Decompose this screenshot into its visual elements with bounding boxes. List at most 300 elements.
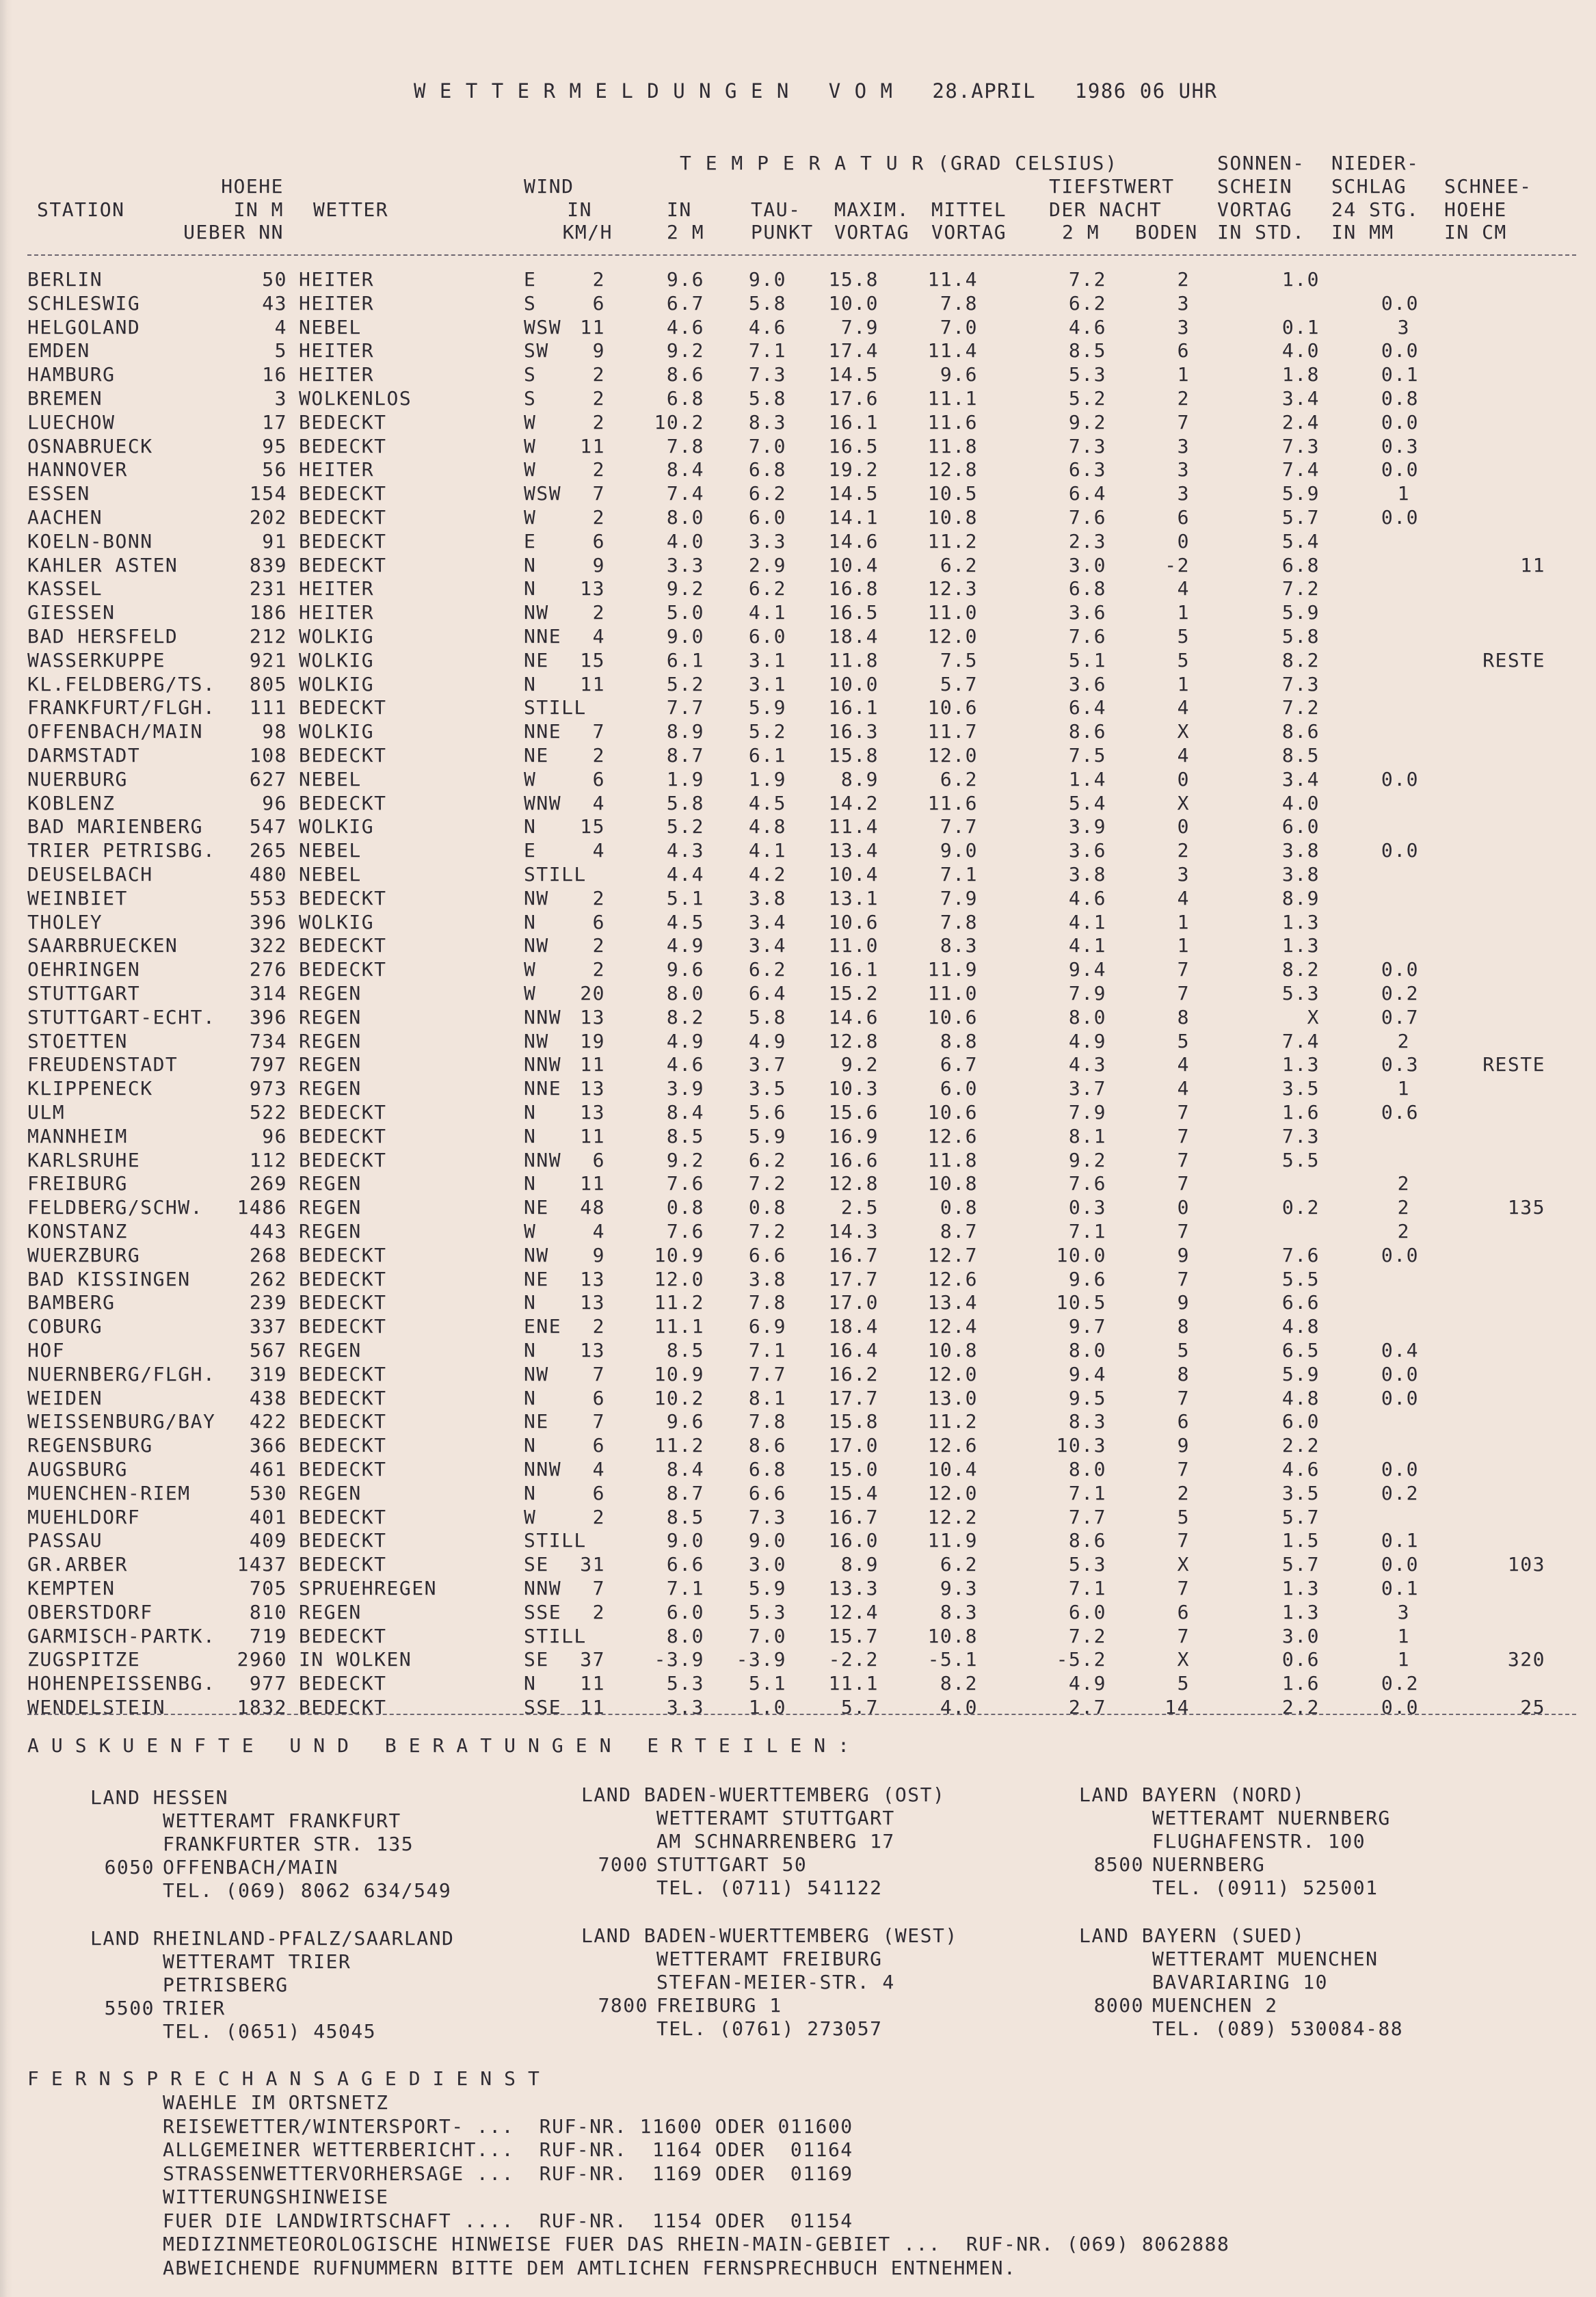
cell-temp-2m: 8.0 (666, 506, 704, 529)
cell-temp-2m: 8.4 (666, 1458, 704, 1481)
cell-wind-dir: W (524, 410, 537, 434)
cell-tiefst-2m: 6.3 (1068, 458, 1106, 481)
cell-maxim: -2.2 (828, 1648, 879, 1671)
office-land: LAND BAYERN (NORD) (1079, 1783, 1305, 1806)
header-nieder-1: NIEDER- (1331, 152, 1420, 174)
office-tel: TEL. (0911) 525001 (1152, 1876, 1379, 1899)
cell-taupunkt: 3.1 (748, 648, 786, 672)
cell-mittel: 12.0 (927, 1362, 978, 1385)
header-divider (27, 254, 1576, 256)
cell-tiefst-2m: 6.4 (1068, 482, 1106, 505)
cell-nieder: 0.0 (1381, 458, 1419, 481)
cell-hoehe: 98 (262, 720, 287, 743)
cell-sonne: X (1307, 1005, 1320, 1028)
cell-station: KARLSRUHE (27, 1148, 141, 1171)
cell-wind-dir: NNW (524, 1053, 562, 1076)
cell-tiefst-2m: 6.8 (1068, 577, 1106, 600)
cell-maxim: 13.3 (828, 1577, 879, 1599)
cell-boden: X (1177, 720, 1190, 743)
cell-mittel: 11.7 (927, 720, 978, 743)
cell-wetter: HEITER (299, 339, 375, 362)
cell-temp-2m: 9.2 (666, 1148, 704, 1171)
cell-nieder: 0.0 (1381, 339, 1419, 362)
cell-sonne: 7.3 (1281, 434, 1320, 457)
cell-wetter: HEITER (299, 458, 375, 481)
cell-tiefst-2m: 7.9 (1068, 1101, 1106, 1124)
cell-wind-speed: 15 (580, 815, 605, 838)
cell-taupunkt: 5.6 (748, 1101, 786, 1124)
cell-wind-speed: 2 (592, 1600, 605, 1623)
cell-wind-dir: N (524, 815, 537, 838)
cell-wetter: SPRUEHREGEN (299, 1577, 437, 1599)
cell-hoehe: 212 (249, 625, 287, 648)
cell-maxim: 17.7 (828, 1386, 879, 1409)
cell-taupunkt: 4.6 (748, 315, 786, 338)
cell-mittel: 6.0 (940, 1077, 978, 1100)
cell-sonne: 8.6 (1281, 720, 1320, 743)
cell-maxim: 17.0 (828, 1434, 879, 1457)
cell-sonne: 5.4 (1281, 529, 1320, 553)
cell-wetter: WOLKIG (299, 672, 375, 695)
cell-temp-2m: 8.5 (666, 1124, 704, 1147)
office-amt: WETTERAMT MUENCHEN (1152, 1948, 1379, 1970)
office-tel: TEL. (089) 530084-88 (1152, 2017, 1404, 2040)
cell-hoehe: 269 (249, 1172, 287, 1195)
cell-taupunkt: 5.8 (748, 387, 786, 410)
cell-taupunkt: 7.0 (748, 1624, 786, 1647)
cell-wind-speed: 2 (592, 934, 605, 957)
cell-maxim: 15.8 (828, 1410, 879, 1433)
office-tel: TEL. (0711) 541122 (656, 1876, 883, 1899)
cell-wind-dir: NW (524, 886, 549, 909)
cell-boden: 9 (1177, 1434, 1190, 1457)
cell-mittel: 12.6 (927, 1124, 978, 1147)
office-city: MUENCHEN 2 (1152, 1994, 1278, 2017)
cell-mittel: 9.0 (940, 839, 978, 862)
cell-wetter: NEBEL (299, 767, 362, 791)
cell-tiefst-2m: -5.2 (1056, 1648, 1106, 1671)
office-plz: 6050 (104, 1856, 155, 1878)
cell-maxim: 14.6 (828, 1005, 879, 1028)
page-binding-edge (0, 0, 12, 2297)
cell-hoehe: 1832 (237, 1696, 287, 1718)
cell-temp-2m: 8.0 (666, 982, 704, 1005)
cell-temp-2m: 7.1 (666, 1577, 704, 1599)
cell-wind-speed: 7 (592, 1577, 605, 1599)
cell-temp-2m: 3.3 (666, 1696, 704, 1718)
cell-taupunkt: 3.4 (748, 910, 786, 933)
cell-hoehe: 422 (249, 1410, 287, 1433)
cell-temp-2m: 9.6 (666, 958, 704, 981)
phone-service-line: FUER DIE LANDWIRTSCHAFT .... RUF-NR. 1154 ODER 01154 (163, 2209, 853, 2232)
cell-hoehe: 262 (249, 1267, 287, 1290)
cell-sonne: 1.3 (1281, 1600, 1320, 1623)
cell-temp-2m: 6.0 (666, 1600, 704, 1623)
cell-sonne: 5.5 (1281, 1267, 1320, 1290)
cell-nieder: 1 (1397, 482, 1410, 505)
cell-sonne: 1.6 (1281, 1101, 1320, 1124)
cell-temp-2m: 6.6 (666, 1553, 704, 1576)
header-tiefst-2m: 2 M (1062, 221, 1100, 243)
header-station: STATION (37, 198, 125, 221)
cell-mittel: 8.7 (940, 1220, 978, 1243)
cell-hoehe: 95 (262, 434, 287, 457)
cell-hoehe: 461 (249, 1458, 287, 1481)
cell-hoehe: 96 (262, 791, 287, 814)
cell-wind-speed: 2 (592, 1505, 605, 1528)
cell-wind-dir: S (524, 363, 537, 386)
office-plz: 7800 (598, 1994, 648, 2017)
cell-wind-dir: N (524, 672, 537, 695)
cell-wind-speed: 6 (592, 529, 605, 553)
cell-sonne: 3.8 (1281, 863, 1320, 886)
cell-boden: 7 (1177, 1101, 1190, 1124)
cell-taupunkt: 6.6 (748, 1243, 786, 1266)
cell-wind-speed: 20 (580, 982, 605, 1005)
cell-tiefst-2m: 3.0 (1068, 553, 1106, 576)
cell-wetter: BEDECKT (299, 434, 387, 457)
cell-wind-dir: SW (524, 339, 549, 362)
cell-boden: 5 (1177, 625, 1190, 648)
cell-sonne: 3.5 (1281, 1481, 1320, 1504)
cell-taupunkt: 6.8 (748, 458, 786, 481)
cell-taupunkt: 3.8 (748, 886, 786, 909)
cell-maxim: 16.5 (828, 601, 879, 624)
cell-station: BREMEN (27, 387, 103, 410)
cell-station: KOBLENZ (27, 791, 116, 814)
cell-wind-dir: STILL (524, 1624, 587, 1647)
cell-sonne: 5.3 (1281, 982, 1320, 1005)
cell-station: WUERZBURG (27, 1243, 141, 1266)
cell-wetter: BEDECKT (299, 1553, 387, 1576)
cell-hoehe: 112 (249, 1148, 287, 1171)
office-plz: 7000 (598, 1853, 648, 1876)
cell-sonne: 1.6 (1281, 1672, 1320, 1695)
cell-temp-2m: 6.7 (666, 291, 704, 315)
cell-temp-2m: 11.1 (654, 1315, 704, 1338)
cell-wetter: REGEN (299, 982, 362, 1005)
cell-station: MANNHEIM (27, 1124, 128, 1147)
cell-mittel: -5.1 (927, 1648, 978, 1671)
cell-wind-dir: SE (524, 1553, 549, 1576)
cell-mittel: 11.8 (927, 1148, 978, 1171)
cell-sonne: 0.1 (1281, 315, 1320, 338)
cell-maxim: 13.1 (828, 886, 879, 909)
cell-wetter: NEBEL (299, 839, 362, 862)
cell-mittel: 6.7 (940, 1053, 978, 1076)
cell-wind-dir: W (524, 958, 537, 981)
cell-wetter: WOLKIG (299, 815, 375, 838)
cell-sonne: 3.4 (1281, 767, 1320, 791)
cell-nieder: 0.0 (1381, 767, 1419, 791)
cell-boden: 7 (1177, 410, 1190, 434)
cell-mittel: 10.8 (927, 506, 978, 529)
header-sonne-1: SONNEN- (1217, 152, 1305, 174)
cell-hoehe: 805 (249, 672, 287, 695)
cell-boden: 7 (1177, 1124, 1190, 1147)
cell-wind-dir: E (524, 839, 537, 862)
cell-temp-2m: 8.2 (666, 1005, 704, 1028)
header-boden: BODEN (1135, 221, 1198, 243)
cell-maxim: 15.8 (828, 744, 879, 767)
cell-station: STUTTGART (27, 982, 141, 1005)
cell-station: FREUDENSTADT (27, 1053, 178, 1076)
cell-boden: 7 (1177, 1267, 1190, 1290)
cell-hoehe: 409 (249, 1529, 287, 1552)
cell-wind-speed: 2 (592, 506, 605, 529)
cell-hoehe: 43 (262, 291, 287, 315)
cell-tiefst-2m: 10.3 (1056, 1434, 1106, 1457)
cell-boden: 7 (1177, 1624, 1190, 1647)
cell-maxim: 16.2 (828, 1362, 879, 1385)
cell-mittel: 11.6 (927, 791, 978, 814)
cell-wetter: BEDECKT (299, 1267, 387, 1290)
cell-wetter: BEDECKT (299, 1124, 387, 1147)
cell-tiefst-2m: 1.4 (1068, 767, 1106, 791)
office-street: FLUGHAFENSTR. 100 (1152, 1830, 1366, 1853)
office-amt: WETTERAMT FRANKFURT (163, 1809, 401, 1832)
cell-wetter: WOLKENLOS (299, 387, 412, 410)
cell-tiefst-2m: 6.2 (1068, 291, 1106, 315)
cell-sonne: 1.0 (1281, 268, 1320, 291)
office-land: LAND RHEINLAND-PFALZ/SAARLAND (90, 1927, 455, 1950)
cell-temp-2m: 11.2 (654, 1434, 704, 1457)
cell-temp-2m: 7.6 (666, 1220, 704, 1243)
cell-taupunkt: 3.8 (748, 1267, 786, 1290)
cell-temp-2m: 4.9 (666, 1029, 704, 1052)
cell-station: KOELN-BONN (27, 529, 153, 553)
cell-mittel: 11.0 (927, 601, 978, 624)
cell-hoehe: 1437 (237, 1553, 287, 1576)
header-maxim-1: MAXIM. (834, 198, 910, 221)
cell-sonne: 7.2 (1281, 696, 1320, 719)
cell-tiefst-2m: 7.1 (1068, 1577, 1106, 1599)
cell-sonne: 1.5 (1281, 1529, 1320, 1552)
cell-station: ULM (27, 1101, 66, 1124)
cell-schnee: 135 (1507, 1196, 1545, 1219)
cell-mittel: 6.2 (940, 1553, 978, 1576)
cell-boden: 9 (1177, 1243, 1190, 1266)
cell-station: BERLIN (27, 268, 103, 291)
cell-wind-dir: N (524, 1672, 537, 1695)
cell-maxim: 16.6 (828, 1148, 879, 1171)
cell-wetter: BEDECKT (299, 1315, 387, 1338)
cell-wetter: BEDECKT (299, 1529, 387, 1552)
cell-maxim: 18.4 (828, 1315, 879, 1338)
office-amt: WETTERAMT FREIBURG (656, 1948, 883, 1970)
cell-mittel: 13.0 (927, 1386, 978, 1409)
cell-maxim: 16.1 (828, 696, 879, 719)
cell-wind-dir: S (524, 291, 537, 315)
cell-station: FRANKFURT/FLGH. (27, 696, 216, 719)
cell-sonne: 7.4 (1281, 458, 1320, 481)
cell-temp-2m: 6.1 (666, 648, 704, 672)
cell-tiefst-2m: 5.3 (1068, 363, 1106, 386)
cell-wetter: REGEN (299, 1339, 362, 1362)
cell-sonne: 3.0 (1281, 1624, 1320, 1647)
cell-boden: 3 (1177, 291, 1190, 315)
office-plz: 8500 (1093, 1853, 1144, 1876)
cell-taupunkt: 6.2 (748, 958, 786, 981)
report-title: W E T T E R M E L D U N G E N V O M 28.APRIL 1986 06 UHR (414, 79, 1218, 103)
cell-mittel: 0.8 (940, 1196, 978, 1219)
cell-wind-speed: 15 (580, 648, 605, 672)
cell-mittel: 9.6 (940, 363, 978, 386)
header-wind-1: WIND (524, 175, 574, 198)
cell-taupunkt: 3.7 (748, 1053, 786, 1076)
cell-tiefst-2m: 7.6 (1068, 1172, 1106, 1195)
cell-station: KONSTANZ (27, 1220, 128, 1243)
cell-boden: 6 (1177, 1410, 1190, 1433)
cell-maxim: 16.4 (828, 1339, 879, 1362)
cell-wind-dir: NNW (524, 1577, 562, 1599)
header-in2m-2: 2 M (667, 221, 705, 243)
cell-wind-speed: 9 (592, 339, 605, 362)
cell-taupunkt: 8.6 (748, 1434, 786, 1457)
cell-wind-speed: 4 (592, 1458, 605, 1481)
cell-temp-2m: 6.8 (666, 387, 704, 410)
cell-station: SAARBRUECKEN (27, 934, 178, 957)
header-schnee-3: IN CM (1444, 221, 1507, 243)
cell-sonne: 1.8 (1281, 363, 1320, 386)
cell-wind-speed: 7 (592, 720, 605, 743)
cell-tiefst-2m: 9.2 (1068, 1148, 1106, 1171)
cell-boden: 5 (1177, 1339, 1190, 1362)
cell-mittel: 11.6 (927, 410, 978, 434)
cell-mittel: 8.3 (940, 1600, 978, 1623)
cell-sonne: 6.8 (1281, 553, 1320, 576)
cell-taupunkt: 3.3 (748, 529, 786, 553)
cell-mittel: 12.0 (927, 625, 978, 648)
cell-wetter: WOLKIG (299, 648, 375, 672)
office-city: FREIBURG 1 (656, 1994, 782, 2017)
cell-station: FREIBURG (27, 1172, 128, 1195)
cell-sonne: 5.9 (1281, 601, 1320, 624)
cell-temp-2m: 8.7 (666, 744, 704, 767)
cell-sonne: 5.8 (1281, 625, 1320, 648)
cell-taupunkt: 5.9 (748, 1577, 786, 1599)
cell-wind-dir: N (524, 1386, 537, 1409)
header-taupunkt-2: PUNKT (751, 221, 814, 243)
cell-taupunkt: 1.0 (748, 1696, 786, 1718)
header-mittel-2: VORTAG (931, 221, 1007, 243)
cell-maxim: 17.7 (828, 1267, 879, 1290)
cell-hoehe: 56 (262, 458, 287, 481)
cell-wind-speed: 6 (592, 1434, 605, 1457)
cell-station: PASSAU (27, 1529, 103, 1552)
cell-boden: 3 (1177, 482, 1190, 505)
cell-wind-dir: STILL (524, 1529, 587, 1552)
cell-hoehe: 480 (249, 863, 287, 886)
cell-mittel: 11.4 (927, 339, 978, 362)
cell-maxim: 14.2 (828, 791, 879, 814)
cell-boden: 2 (1177, 387, 1190, 410)
cell-wind-dir: STILL (524, 696, 587, 719)
cell-taupunkt: 3.0 (748, 1553, 786, 1576)
cell-wind-dir: NNE (524, 720, 562, 743)
cell-boden: 7 (1177, 982, 1190, 1005)
header-sonne-3: VORTAG (1217, 198, 1293, 221)
cell-maxim: 17.0 (828, 1291, 879, 1314)
cell-mittel: 12.6 (927, 1267, 978, 1290)
cell-station: WASSERKUPPE (27, 648, 165, 672)
cell-mittel: 11.9 (927, 1529, 978, 1552)
cell-boden: 5 (1177, 1029, 1190, 1052)
cell-wind-dir: NNW (524, 1148, 562, 1171)
cell-sonne: 5.9 (1281, 1362, 1320, 1385)
cell-mittel: 12.0 (927, 744, 978, 767)
cell-wind-dir: N (524, 910, 537, 933)
cell-mittel: 10.4 (927, 1458, 978, 1481)
cell-taupunkt: 8.3 (748, 410, 786, 434)
cell-wind-dir: NE (524, 1410, 549, 1433)
cell-tiefst-2m: 4.9 (1068, 1672, 1106, 1695)
cell-nieder: 2 (1397, 1220, 1410, 1243)
office-tel: TEL. (069) 8062 634/549 (163, 1879, 452, 1902)
cell-mittel: 11.8 (927, 434, 978, 457)
header-schnee-2: HOEHE (1444, 198, 1507, 221)
cell-taupunkt: 4.8 (748, 815, 786, 838)
cell-wind-speed: 4 (592, 625, 605, 648)
cell-taupunkt: 0.8 (748, 1196, 786, 1219)
cell-sonne: 1.3 (1281, 910, 1320, 933)
cell-wind-speed: 48 (580, 1196, 605, 1219)
cell-tiefst-2m: 5.1 (1068, 648, 1106, 672)
cell-nieder: 2 (1397, 1029, 1410, 1052)
cell-temp-2m: 4.6 (666, 1053, 704, 1076)
cell-boden: 3 (1177, 458, 1190, 481)
cell-maxim: 15.8 (828, 268, 879, 291)
cell-mittel: 10.8 (927, 1172, 978, 1195)
cell-boden: 5 (1177, 1672, 1190, 1695)
cell-wind-dir: NE (524, 1196, 549, 1219)
cell-taupunkt: 7.7 (748, 1362, 786, 1385)
cell-station: AUGSBURG (27, 1458, 128, 1481)
cell-mittel: 12.8 (927, 458, 978, 481)
cell-station: HANNOVER (27, 458, 128, 481)
cell-taupunkt: 5.1 (748, 1672, 786, 1695)
cell-mittel: 10.8 (927, 1339, 978, 1362)
cell-sonne: 4.8 (1281, 1315, 1320, 1338)
cell-boden: 7 (1177, 1172, 1190, 1195)
cell-tiefst-2m: 3.7 (1068, 1077, 1106, 1100)
phone-service-line: WAEHLE IM ORTSNETZ (163, 2091, 389, 2114)
cell-sonne: 3.8 (1281, 839, 1320, 862)
cell-tiefst-2m: 7.3 (1068, 434, 1106, 457)
cell-wind-speed: 6 (592, 1148, 605, 1171)
cell-tiefst-2m: 0.3 (1068, 1196, 1106, 1219)
cell-nieder: 0.3 (1381, 1053, 1419, 1076)
cell-boden: 2 (1177, 268, 1190, 291)
cell-mittel: 11.4 (927, 268, 978, 291)
cell-wetter: BEDECKT (299, 506, 387, 529)
cell-boden: 7 (1177, 1148, 1190, 1171)
cell-mittel: 11.2 (927, 529, 978, 553)
cell-wind-speed: 2 (592, 1315, 605, 1338)
cell-boden: 6 (1177, 506, 1190, 529)
cell-boden: 4 (1177, 1053, 1190, 1076)
cell-sonne: 0.6 (1281, 1648, 1320, 1671)
cell-temp-2m: 11.2 (654, 1291, 704, 1314)
header-nieder-2: SCHLAG (1331, 175, 1407, 198)
office-land: LAND BADEN-WUERTTEMBERG (OST) (581, 1783, 946, 1806)
cell-wind-dir: STILL (524, 863, 587, 886)
cell-wind-speed: 11 (580, 1053, 605, 1076)
cell-tiefst-2m: 9.4 (1068, 958, 1106, 981)
cell-mittel: 6.2 (940, 767, 978, 791)
cell-station: MUENCHEN-RIEM (27, 1481, 191, 1504)
cell-temp-2m: 9.6 (666, 1410, 704, 1433)
